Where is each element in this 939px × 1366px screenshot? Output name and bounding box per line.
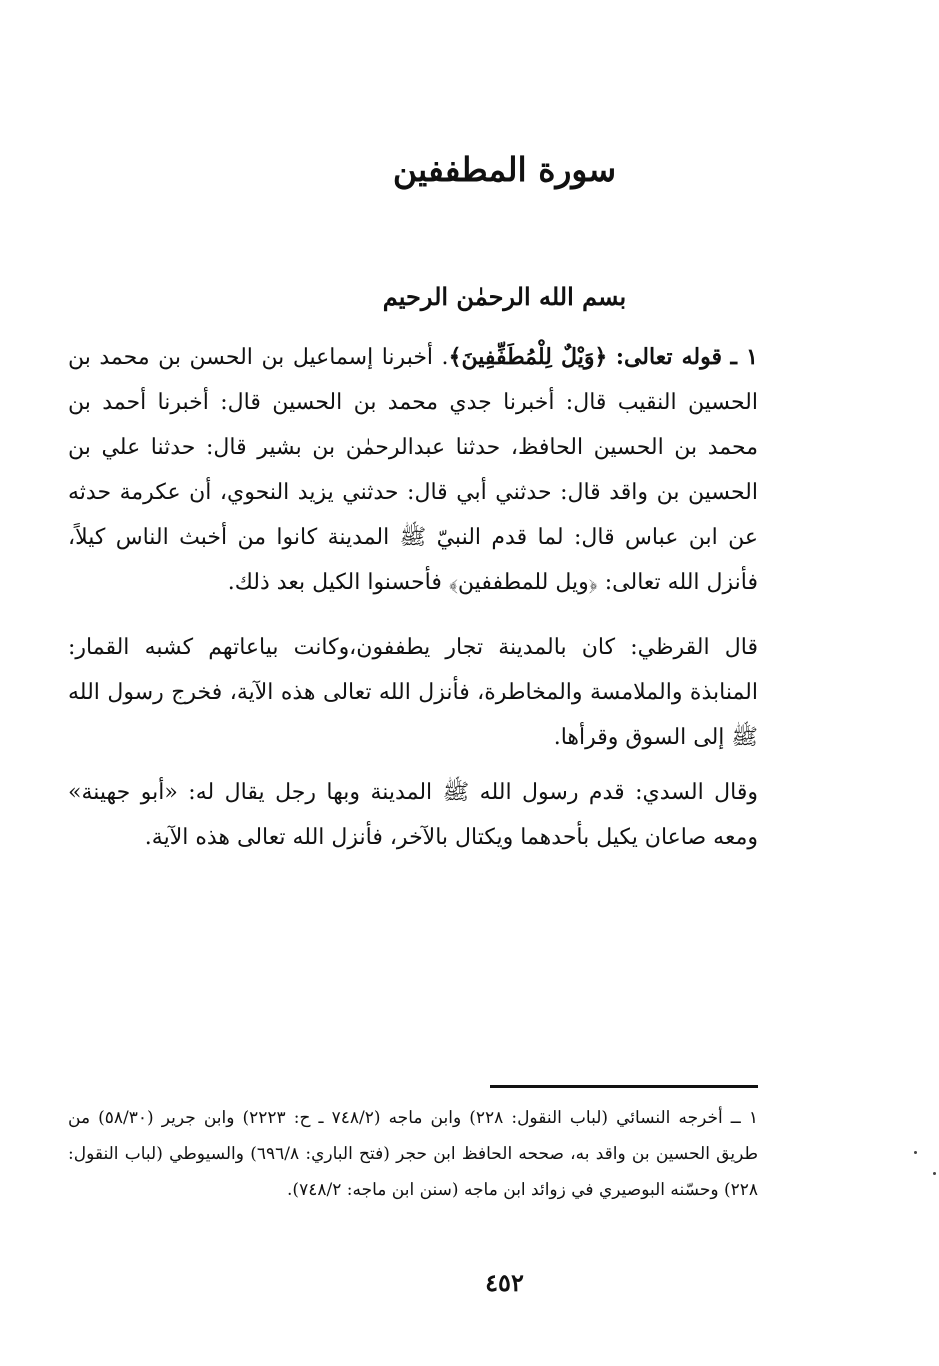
paragraph-1 (68, 335, 758, 605)
footnote: ١ ــ أخرجه النسائي (لباب النقول: ٢٢٨) وابن ماجه (٧٤٨/٢ ـ ح: ٢٢٢٣) وابن جرير (٥٨/٣٠) من طريق الحسين بن واقد به، صححه الحافظ ابن حجر (فتح الباري: ٦٩٦/٨) والسيوطي (لباب النقول: ٢٢٨) وحسّنه البوصيري في زوائد ابن ماجه (سنن ابن ماجه: ٧٤٨/٢). (68, 1108, 758, 1200)
scan-speck (933, 1172, 936, 1175)
paragraph-lead: قوله تعالى: (615, 344, 723, 370)
quran-quote: ﴿وَيْلٌ لِلْمُطَفِّفِينَ﴾ (448, 344, 608, 370)
scan-speck (914, 1151, 917, 1154)
footnote-divider (490, 1085, 758, 1088)
paragraph-3: وقال السدي: قدم رسول الله ﷺ المدينة وبها رجل يقال له: «أبو جهينة» ومعه صاعان يكيل بأحدهما ويكتال بالآخر، فأنزل الله تعالى هذه الآية. (68, 780, 758, 850)
paragraph-2: قال القرظي: كان بالمدينة تجار يطففون،وكانت بياعاتهم كشبه القمار: المنابذة والملامسة والمخاطرة، فأنزل الله تعالى هذه الآية، فخرج رسول الله ﷺ إلى السوق وقرأها. (68, 635, 758, 750)
paragraph-number: ١ ـ (730, 344, 758, 370)
paragraph-1-text: . أخبرنا إسماعيل بن الحسن بن محمد بن الحسين النقيب قال: أخبرنا جدي محمد بن الحسين قال: أخبرنا أحمد بن محمد بن الحسين الحافظ، حدثنا عبدالرحمٰن بن بشير قال: حدثنا علي بن الحسين بن واقد قال: حدثني أبي قال: حدثني يزيد النحوي، أن عكرمة حدثه عن ابن عباس قال: لما قدم النبيّ ﷺ المدينة كانوا من أخبث الناس كيلاً، فأنزل الله تعالى: ﴿ويل للمطففين﴾ فأحسنوا الكيل بعد ذلك. (68, 345, 758, 595)
surah-title: سورة المطففين (392, 150, 617, 189)
page-number: ٤٥٢ (485, 1268, 524, 1297)
basmala: بسم الله الرحمٰن الرحيم (382, 282, 627, 311)
